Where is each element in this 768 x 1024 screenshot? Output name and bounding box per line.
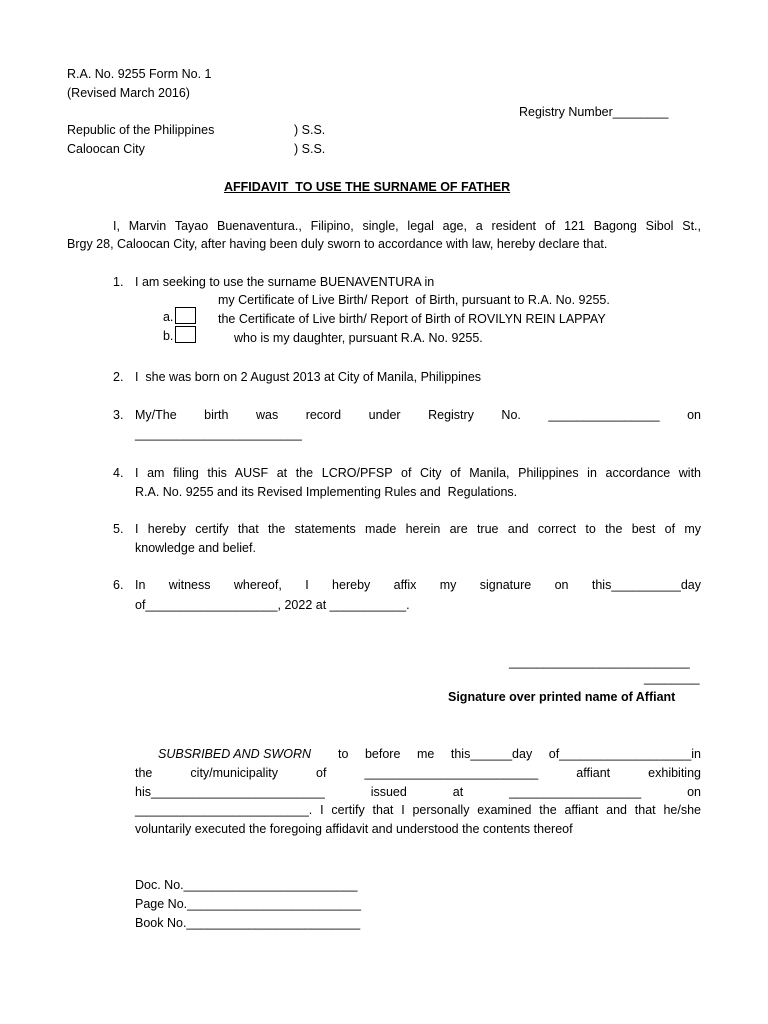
item-3-line-2: ________________________: [135, 427, 302, 441]
revision-date: (Revised March 2016): [67, 86, 190, 100]
city-label: Caloocan City: [67, 142, 145, 156]
item-6-line-1: In witness whereof, I hereby affix my signature on this__________day: [135, 578, 701, 592]
item-number-1: 1.: [113, 275, 124, 289]
subitem-b-text: the Certificate of Live birth/ Report of Birth of ROVILYN REIN LAPPAY: [218, 312, 606, 326]
ss-label-2: ) S.S.: [294, 142, 326, 156]
signature-line: __________________________: [509, 655, 690, 669]
intro-line-1: I, Marvin Tayao Buenaventura., Filipino, single, legal age, a resident of 121 Bagong Sibol St.,: [113, 219, 701, 233]
item-number-5: 5.: [113, 522, 124, 536]
subitem-a-label: a.: [162, 310, 174, 324]
registry-number-field: Registry Number________: [519, 105, 669, 119]
item-4-line-2: R.A. No. 9255 and its Revised Implementing Rules and Regulations.: [135, 485, 518, 499]
jurat-line-1: to before me this______day of___________________in: [338, 747, 701, 761]
signature-line-extension: ________: [644, 671, 700, 685]
item-4-line-1: I am filing this AUSF at the LCRO/PFSP of City of Manila, Philippines in accordance with: [135, 466, 701, 480]
item-2-text: I she was born on 2 August 2013 at City of Manila, Philippines: [135, 370, 482, 384]
document-title: AFFIDAVIT TO USE THE SURNAME OF FATHER: [224, 180, 511, 194]
signature-caption: Signature over printed name of Affiant: [448, 690, 676, 704]
item-number-6: 6.: [113, 578, 124, 592]
form-number: R.A. No. 9255 Form No. 1: [67, 67, 212, 81]
item-number-3: 3.: [113, 408, 124, 422]
item-number-4: 4.: [113, 466, 124, 480]
subitem-a-text: my Certificate of Live Birth/ Report of Birth, pursuant to R.A. No. 9255.: [218, 293, 610, 307]
page-number-field: Page No._________________________: [135, 897, 361, 911]
jurat-heading: SUBSRIBED AND SWORN: [158, 747, 312, 761]
jurat-line-5: voluntarily executed the foregoing affidavit and understood the contents thereof: [135, 822, 573, 836]
jurat-line-3: his_________________________ issued at ___________________ on: [135, 785, 701, 799]
jurat-line-2: the city/municipality of _________________________ affiant exhibiting: [135, 766, 701, 780]
checkbox-b[interactable]: [175, 326, 196, 343]
item-5-line-2: knowledge and belief.: [135, 541, 256, 555]
item-5-line-1: I hereby certify that the statements made herein are true and correct to the best of my: [135, 522, 701, 536]
ss-label-1: ) S.S.: [294, 123, 326, 137]
subitem-b-label: b.: [162, 329, 174, 343]
item-number-2: 2.: [113, 370, 124, 384]
subitem-b: [156, 312, 196, 343]
republic-label: Republic of the Philippines: [67, 123, 215, 137]
item-1-text: I am seeking to use the surname BUENAVENTURA in: [135, 275, 435, 289]
intro-line-2: Brgy 28, Caloocan City, after having been duly sworn to accordance with law, hereby declare that.: [67, 237, 608, 251]
doc-number-field: Doc. No._________________________: [135, 878, 358, 892]
item-3-line-1: My/The birth was record under Registry No. ________________ on: [135, 408, 701, 422]
jurat-line-4: _________________________. I certify that I personally examined the affiant and that he/she: [135, 803, 701, 817]
item-6-line-2: of___________________, 2022 at ___________.: [135, 598, 410, 612]
book-number-field: Book No._________________________: [135, 916, 361, 930]
subitem-b-continuation: who is my daughter, pursuant R.A. No. 9255.: [234, 331, 483, 345]
